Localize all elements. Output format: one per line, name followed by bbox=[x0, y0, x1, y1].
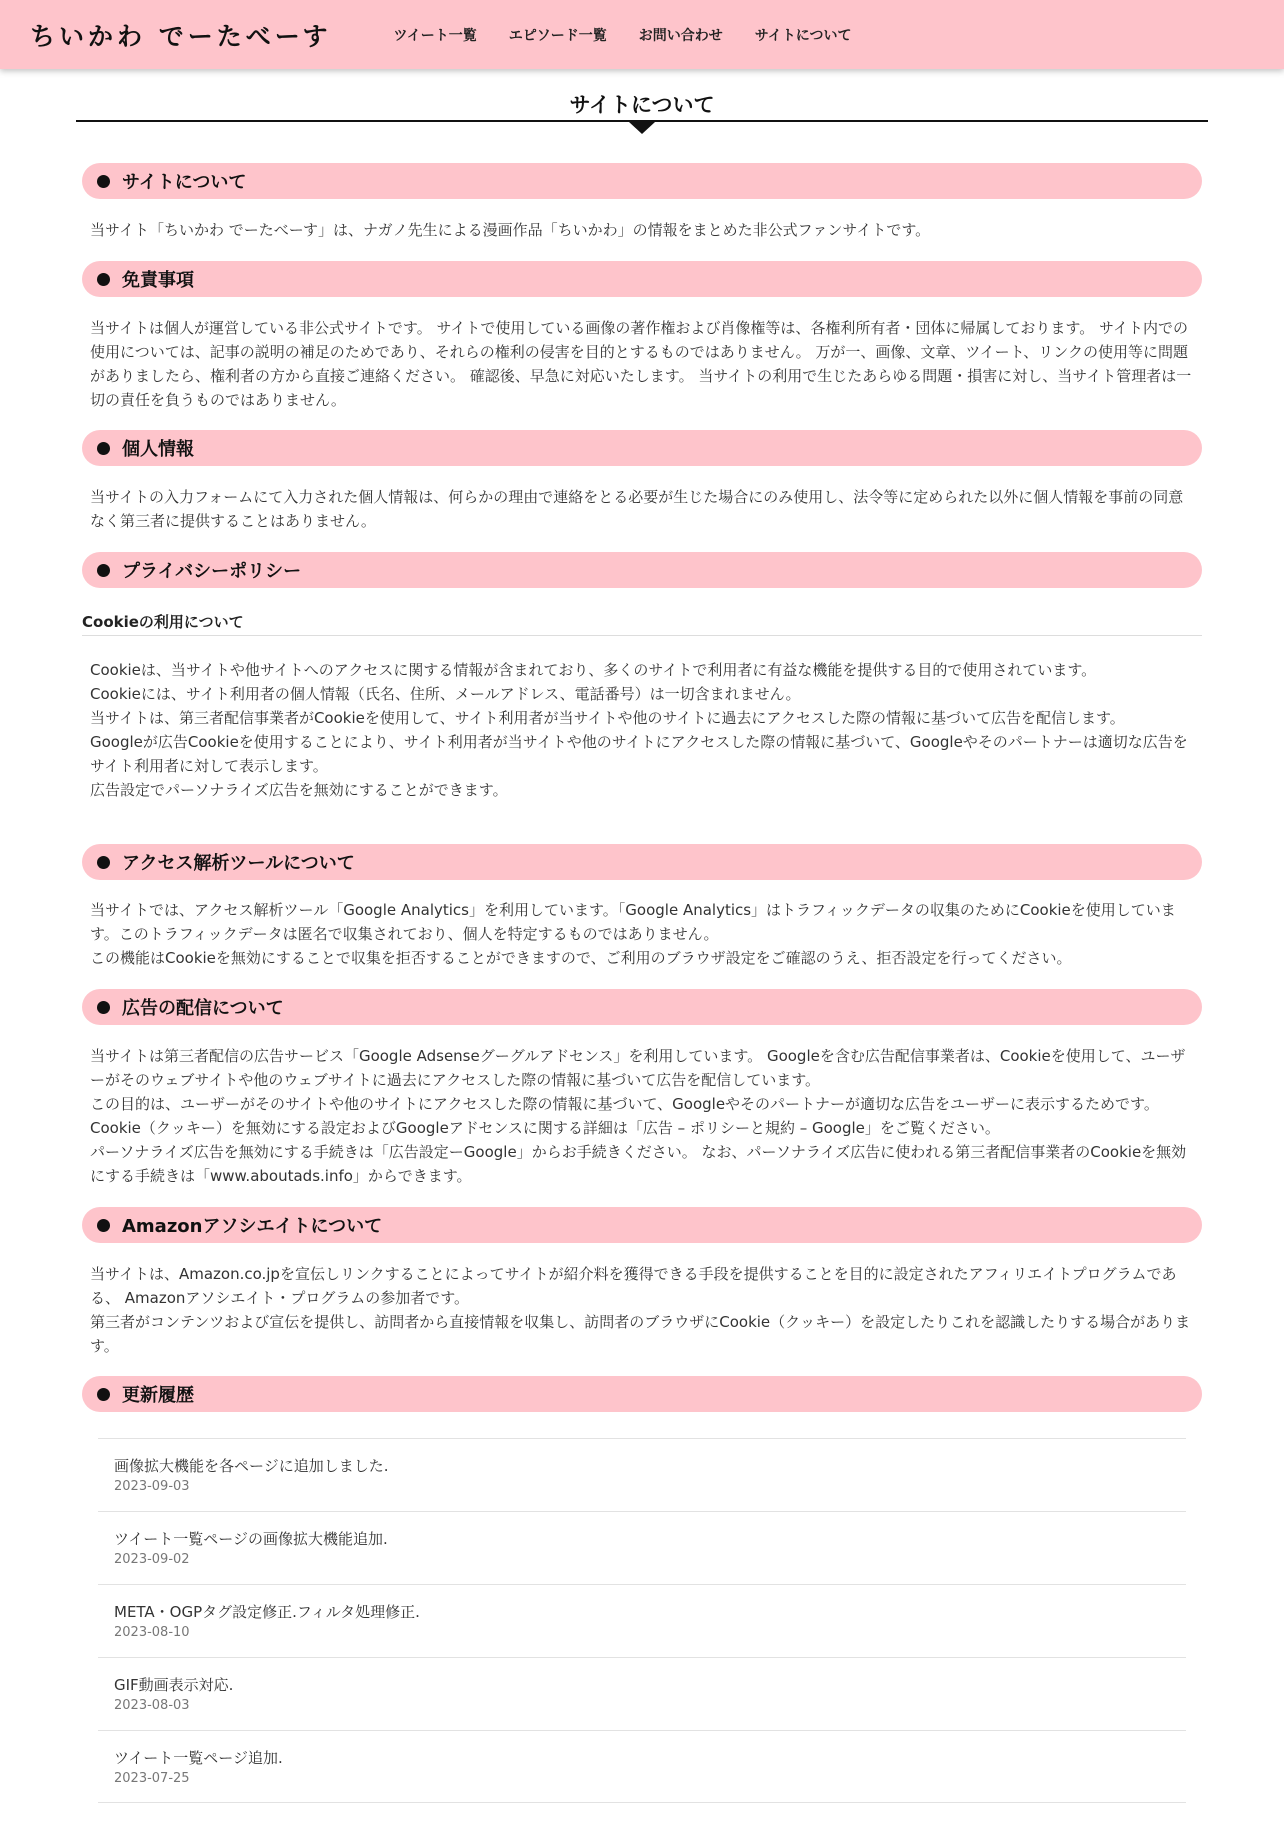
section-title: プライバシーポリシー bbox=[122, 561, 302, 582]
nav-contact[interactable]: お問い合わせ bbox=[638, 27, 723, 44]
bullet-icon bbox=[97, 856, 110, 869]
section-body-privacy bbox=[90, 658, 1198, 802]
paragraph: 当サイトの入力フォームにて入力された個人情報は、何らかの理由で連絡をとる必要が生じた場合にのみ使用し、法令等に定められた以外に個人情報を事前の同意なく第三者に提供することはありません。 bbox=[90, 488, 1184, 530]
page-title-bar bbox=[76, 90, 1208, 122]
nav-about[interactable]: サイトについて bbox=[754, 27, 852, 44]
paragraph: 当サイト「ちいかわ でーたべーす」は、ナガノ先生による漫画作品「ちいかわ」の情報をまとめた非公式ファンサイトです。 bbox=[90, 221, 931, 239]
list-item bbox=[98, 1657, 1186, 1730]
section-title: 更新履歴 bbox=[122, 1385, 194, 1406]
paragraph: 第三者がコンテンツおよび宣伝を提供し、訪問者から直接情報を収集し、訪問者のブラウザにCookie（クッキー）を設定したりこれを認識したりする場合があります。 bbox=[90, 1313, 1191, 1355]
paragraph: 広告設定でパーソナライズ広告を無効にすることができます。 bbox=[90, 781, 508, 799]
nav-tweets[interactable]: ツイート一覧 bbox=[393, 27, 477, 44]
paragraph: 当サイトでは、アクセス解析ツール「Google Analytics」を利用しています。「Google Analytics」はトラフィックデータの収集のためにCookieを使用しています。このトラフィックデータは匿名で収集されており、個人を特定するものではありません。 bbox=[90, 901, 1176, 943]
section-title: Amazonアソシエイトについて bbox=[122, 1216, 383, 1237]
section-heading-disclaimer bbox=[82, 261, 1202, 297]
bullet-icon bbox=[97, 175, 110, 188]
section-heading-amazon bbox=[82, 1207, 1202, 1243]
list-item bbox=[98, 1584, 1186, 1657]
section-heading-about bbox=[82, 163, 1202, 199]
section-body-analytics bbox=[90, 898, 1198, 970]
section-title: アクセス解析ツールについて bbox=[122, 853, 355, 874]
paragraph: 当サイトは、Amazon.co.jpを宣伝しリンクすることによってサイトが紹介料を獲得できる手段を提供することを目的に設定されたアフィリエイトプログラムである、 Amazonアソシエイト・プログラムの参加者です。 bbox=[90, 1265, 1177, 1307]
section-heading-ads bbox=[82, 989, 1202, 1025]
paragraph: 当サイトは、第三者配信事業者がCookieを使用して、サイト利用者が当サイトや他のサイトに過去にアクセスした際の情報に基づいて広告を配信します。 bbox=[90, 709, 1125, 727]
paragraph: Cookieは、当サイトや他サイトへのアクセスに関する情報が含まれており、多くのサイトで利用者に有益な機能を提供する目的で使用されています。 bbox=[90, 661, 1097, 679]
list-item bbox=[98, 1730, 1186, 1803]
history-text: 画像拡大機能を各ページに追加しました. bbox=[114, 1457, 389, 1475]
section-body-amazon bbox=[90, 1262, 1198, 1358]
paragraph: パーソナライズ広告を無効にする手続きは「広告設定ーGoogle」からお手続きください。 なお、パーソナライズ広告に使われる第三者配信事業者のCookieを無効にする手続きは「www.aboutads.info」からできます。 bbox=[90, 1143, 1187, 1185]
subheading-cookie: Cookieの利用について bbox=[82, 612, 1202, 636]
bullet-icon bbox=[97, 442, 110, 455]
nav-episodes[interactable]: エピソード一覧 bbox=[508, 27, 607, 44]
page-title: サイトについて bbox=[569, 93, 715, 117]
history-date: 2023-09-03 bbox=[114, 1479, 190, 1494]
section-title: 個人情報 bbox=[122, 439, 194, 460]
section-heading-privacy bbox=[82, 552, 1202, 588]
history-text: ツイート一覧ページ追加. bbox=[114, 1749, 283, 1767]
bullet-icon bbox=[97, 564, 110, 577]
section-title: 免責事項 bbox=[122, 270, 194, 291]
history-date: 2023-08-10 bbox=[114, 1625, 190, 1640]
history-text: GIF動画表示対応. bbox=[114, 1676, 234, 1694]
site-logo[interactable]: ちいかわ でーたべーす bbox=[30, 21, 332, 51]
list-item bbox=[98, 1511, 1186, 1584]
section-body-about bbox=[90, 218, 1198, 242]
paragraph: この機能はCookieを無効にすることで収集を拒否することができますので、ご利用のブラウザ設定をご確認のうえ、拒否設定を行ってください。 bbox=[90, 949, 1072, 967]
paragraph: Googleが広告Cookieを使用することにより、サイト利用者が当サイトや他のサイトにアクセスした際の情報に基づいて、Googleやそのパートナーは適切な広告をサイト利用者に対して表示します。 bbox=[90, 733, 1188, 775]
section-heading-history bbox=[82, 1376, 1202, 1412]
history-date: 2023-07-25 bbox=[114, 1771, 190, 1786]
site-header bbox=[0, 0, 1284, 69]
main-nav bbox=[361, 25, 851, 45]
bullet-icon bbox=[97, 1219, 110, 1232]
paragraph: この目的は、ユーザーがそのサイトや他のサイトにアクセスした際の情報に基づいて、Googleやそのパートナーが適切な広告をユーザーに表示するためです。 Cookie（クッキー）を無効にする設定およびGoogleアドセンスに関する詳細は「広告 – ポリシーと規約 – Google」をご覧ください。 bbox=[90, 1095, 1159, 1137]
section-body-disclaimer bbox=[90, 316, 1198, 412]
history-date: 2023-08-03 bbox=[114, 1698, 190, 1713]
paragraph: 当サイトは第三者配信の広告サービス「Google Adsenseグーグルアドセンス」を利用しています。 Googleを含む広告配信事業者は、Cookieを使用して、ユーザーがそのウェブサイトや他のウェブサイトに過去にアクセスした際の情報に基づいて広告を配信しています。 bbox=[90, 1047, 1186, 1089]
section-heading-analytics bbox=[82, 844, 1202, 880]
section-title: 広告の配信について bbox=[122, 998, 284, 1019]
bullet-icon bbox=[97, 1001, 110, 1014]
section-title: サイトについて bbox=[122, 172, 247, 193]
history-date: 2023-09-02 bbox=[114, 1552, 190, 1567]
history-text: ツイート一覧ページの画像拡大機能追加. bbox=[114, 1530, 388, 1548]
bullet-icon bbox=[97, 273, 110, 286]
update-history-list bbox=[98, 1438, 1186, 1803]
paragraph: 当サイトは個人が運営している非公式サイトです。 サイトで使用している画像の著作権および肖像権等は、各権利所有者・団体に帰属しております。 サイト内での使用については、記事の説明の補足のためであり、それらの権利の侵害を目的とするものではありません。 万が一、画像、文章、ツイート、リンクの使用等に問題がありましたら、権利者の方から直接ご連絡ください。 確認後、早急に対応いたします。 当サイトの利用で生じたあらゆる問題・損害に対し、当サイト管理者は一切の責任を負うものではありません。 bbox=[90, 319, 1192, 409]
paragraph: Cookieには、サイト利用者の個人情報（氏名、住所、メールアドレス、電話番号）は一切含まれません。 bbox=[90, 685, 801, 703]
section-heading-personal bbox=[82, 430, 1202, 466]
section-body-ads bbox=[90, 1044, 1198, 1188]
list-item bbox=[98, 1438, 1186, 1511]
bullet-icon bbox=[97, 1388, 110, 1401]
section-body-personal bbox=[90, 485, 1198, 533]
history-text: META・OGPタグ設定修正.フィルタ処理修正. bbox=[114, 1603, 420, 1621]
title-arrow-icon bbox=[629, 122, 655, 134]
